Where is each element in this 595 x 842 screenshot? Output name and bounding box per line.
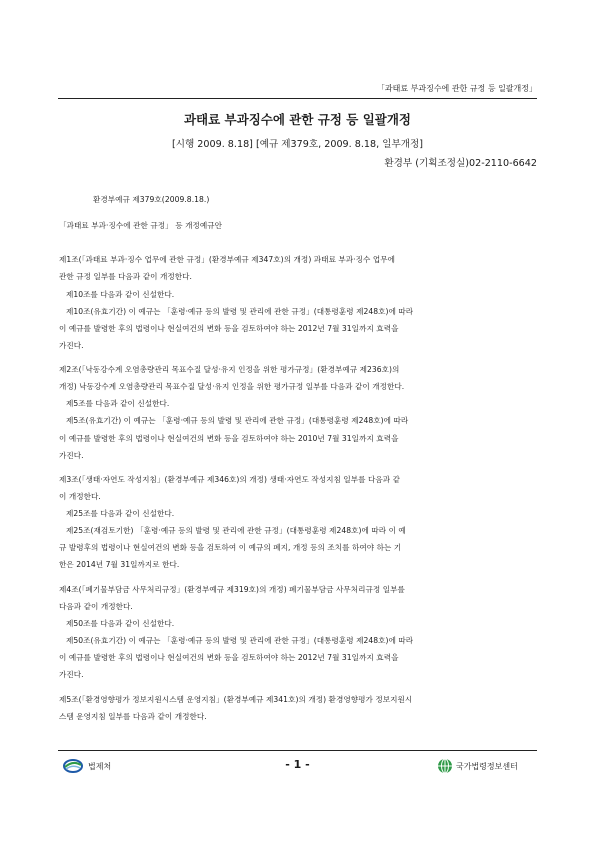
body-line: 제50조를 다음과 같이 신설한다.: [66, 619, 175, 628]
footer-left-label: 법제처: [88, 762, 112, 771]
body-line: 환경부예규 제379호(2009.8.18.): [93, 195, 210, 204]
body-line: 제25조를 다음과 같이 신설한다.: [66, 509, 175, 518]
law-center-globe-logo-icon: [437, 758, 453, 774]
body-line: 제5조(「환경영향평가 정보지원시스템 운영지침」(환경부예규 제341호)의 개정) 환경영향평가 정보지원시: [59, 695, 413, 704]
body-line: 제3조(「생태·자연도 작성지침」(환경부예규 제346호)의 개정) 생태·자연도 작성지침 일부를 다음과 같: [59, 475, 400, 484]
body-line: 제5조를 다음과 같이 신설한다.: [66, 399, 170, 408]
document-title: 과태료 부과징수에 관한 규정 등 일괄개정: [183, 112, 412, 127]
body-line: 가진다.: [59, 670, 84, 679]
body-line: 가진다.: [59, 451, 84, 460]
enforcement-meta: [시행 2009. 8.18] [예규 제379호, 2009. 8.18, 일부개정]: [171, 139, 424, 150]
body-line: 이 예규를 발령한 후의 법령이나 현실여건의 변화 등을 검토하여야 하는 2012년 7월 31일까지 효력을: [59, 324, 399, 333]
body-line: 제50조(유효기간) 이 예규는 「훈령·예규 등의 발령 및 관리에 관한 규정」(대통령훈령 제248호)에 따라: [66, 636, 414, 645]
body-line: 한은 2014년 7월 31일까지로 한다.: [59, 560, 180, 569]
body-line: 제2조(「낙동강수계 오염총량관리 목표수질 달성·유지 인정을 위한 평가규정」(환경부예규 제236호)의: [59, 365, 400, 374]
header-rule: [58, 98, 537, 99]
footer-rule: [58, 750, 537, 751]
body-line: 이 예규를 발령한 후의 법령이나 현실여건의 변화 등을 검토하여야 하는 2010년 7월 31일까지 효력을: [59, 434, 399, 443]
body-line: 제10조를 다음과 같이 신설한다.: [66, 290, 175, 299]
body-line: 가진다.: [59, 341, 84, 350]
body-line: 제4조(「폐기물부담금 사무처리규정」(환경부예규 제319호)의 개정) 폐기물부담금 사무처리규정 일부를: [59, 585, 405, 594]
body-line: 스템 운영지침 일부를 다음과 같이 개정한다.: [59, 712, 207, 721]
body-line: 제10조(유효기간) 이 예규는 「훈령·예규 등의 발령 및 관리에 관한 규정」(대통령훈령 제248호)에 따라: [66, 307, 414, 316]
footer-right-label: 국가법령정보센터: [456, 762, 518, 771]
running-title: 「과태료 부과징수에 관한 규정 등 일괄개정」: [376, 84, 537, 93]
body-line: 이 개정한다.: [59, 492, 101, 501]
department-contact: 환경부 (기획조정실)02-2110-6642: [384, 158, 537, 169]
body-line: 다음과 같이 개정한다.: [59, 602, 133, 611]
page-number: - 1 -: [285, 758, 310, 771]
body-line: 제5조(유효기간) 이 예규는 「훈령·예규 등의 발령 및 관리에 관한 규정」(대통령훈령 제248호)에 따라: [66, 416, 409, 425]
body-line: 개정) 낙동강수계 오염총량관리 목표수질 달성·유지 인정을 위한 평가규정 일부를 다음과 같이 개정한다.: [59, 382, 405, 391]
body-line: 이 예규를 발령한 후의 법령이나 현실여건의 변화 등을 검토하여야 하는 2012년 7월 31일까지 효력을: [59, 653, 399, 662]
body-line: 제25조(재검토기한) 「훈령·예규 등의 발령 및 관리에 관한 규정」(대통령훈령 제248호)에 따라 이 예: [66, 526, 406, 535]
body-line: 「과태료 부과·징수에 관한 규정」 등 개정예규안: [59, 221, 223, 230]
body-line: 규 발령후의 법령이나 현실여건의 변화 등을 검토하여 이 예규의 폐지, 개정 등의 조치를 하여야 하는 기: [59, 543, 402, 552]
body-line: 제1조(「과태료 부과·징수 업무에 관한 규정」(환경부예규 제347호)의 개정) 과태료 부과·징수 업무에: [59, 255, 396, 264]
body-line: 관한 규정 일부를 다음과 같이 개정한다.: [59, 272, 192, 281]
